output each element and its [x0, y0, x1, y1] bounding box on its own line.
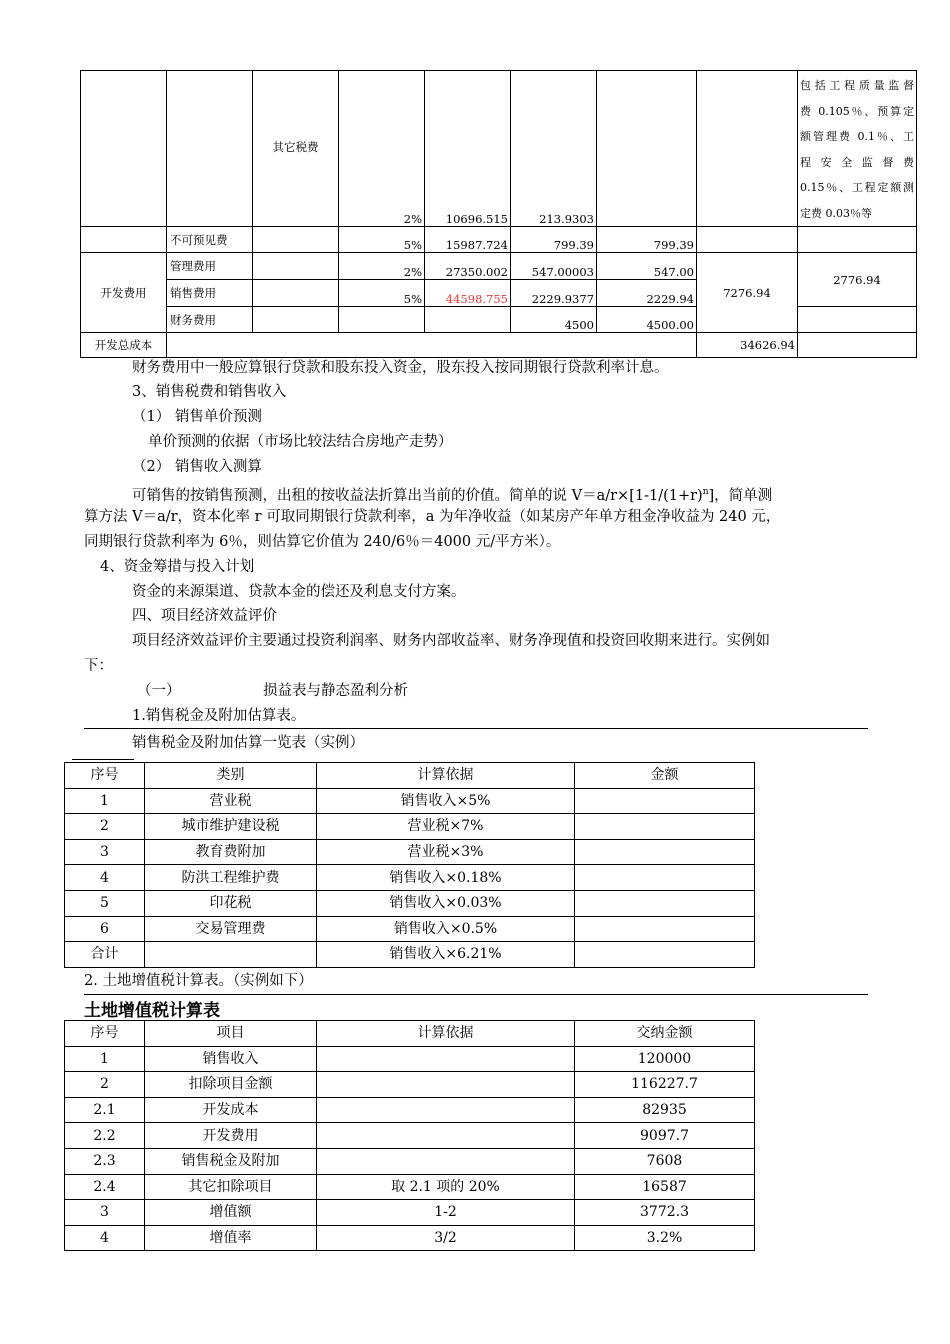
cell: 3.2% — [575, 1225, 755, 1251]
cell: 1-2 — [317, 1200, 575, 1226]
cell: 营业税×7% — [317, 814, 575, 840]
header-cell: 计算依据 — [317, 1021, 575, 1047]
empty-cell — [81, 71, 167, 227]
header-cell: 计算依据 — [317, 763, 575, 789]
cell: 其它扣除项目 — [145, 1174, 317, 1200]
cell: 6 — [65, 916, 145, 942]
eval-paragraph-line1: 项目经济效益评价主要通过投资利润率、财务内部收益率、财务净现值和投资回收期来进行。实例如 — [132, 633, 770, 649]
cell: 销售收入×0.5% — [317, 916, 575, 942]
cell — [575, 916, 755, 942]
revenue-paragraph-line1: 可销售的按销售预测，出租的按收益法折算出当前的价值。简单的说 $V=a/r\times[1-1/(1+r)^n]$，简单测 — [132, 487, 773, 504]
empty-cell — [253, 227, 339, 253]
finance-paragraph: 财务费用中一般应算银行贷款和股东投入资金，股东投入按同期银行贷款利率计息。 — [132, 360, 669, 376]
dev-expense-label: 开发费用 — [81, 253, 167, 333]
cell: 1 — [65, 788, 145, 814]
cell: 营业税×3% — [317, 839, 575, 865]
sales-tax-table — [64, 762, 755, 968]
lvat-table-title: 土地增值税计算表 — [84, 1001, 220, 1021]
short-divider — [72, 759, 134, 760]
empty-cell — [167, 333, 697, 358]
price-paragraph: 单价预测的依据（市场比较法结合房地产走势） — [148, 434, 453, 450]
cell: 5 — [65, 890, 145, 916]
cell: 116227.7 — [575, 1072, 755, 1098]
table-row — [65, 1072, 755, 1098]
empty-cell — [253, 307, 339, 333]
cell — [317, 1072, 575, 1098]
empty-cell — [253, 253, 339, 280]
fund-paragraph: 资金的来源渠道、贷款本金的偿还及利息支付方案。 — [132, 584, 466, 600]
table-row — [65, 1123, 755, 1149]
empty-cell — [697, 227, 798, 253]
sec1-number: （一） — [137, 683, 181, 699]
table-row — [65, 1046, 755, 1072]
cell: 1 — [65, 1046, 145, 1072]
management-amount: 547.00003 — [511, 253, 597, 280]
contingency-rate: 5% — [339, 227, 425, 253]
dev-expense-subtotal: 7276.94 — [697, 253, 798, 333]
table-header-row — [65, 1021, 755, 1047]
empty-cell — [798, 333, 917, 358]
header-cell: 类别 — [145, 763, 317, 789]
cell — [575, 890, 755, 916]
cell: 教育费附加 — [145, 839, 317, 865]
cell: 2.1 — [65, 1097, 145, 1123]
header-cell: 交纳金额 — [575, 1021, 755, 1047]
empty-cell — [425, 307, 511, 333]
other-tax-amount: 213.9303 — [511, 71, 597, 227]
cell: 3772.3 — [575, 1200, 755, 1226]
table-row — [65, 1174, 755, 1200]
management-label: 管理费用 — [167, 253, 253, 280]
cell: 3/2 — [317, 1225, 575, 1251]
table-row — [65, 814, 755, 840]
cell: 2.4 — [65, 1174, 145, 1200]
cell: 7608 — [575, 1148, 755, 1174]
cell: 销售收入 — [145, 1046, 317, 1072]
cell: 9097.7 — [575, 1123, 755, 1149]
section-3-2-heading: （2） 销售收入测算 — [132, 459, 262, 475]
cell: 销售收入×0.03% — [317, 890, 575, 916]
total-row — [81, 333, 917, 358]
management-rate: 2% — [339, 253, 425, 280]
header-cell: 项目 — [145, 1021, 317, 1047]
cell: 合计 — [65, 942, 145, 968]
empty-cell — [81, 227, 167, 253]
sales-rounded: 2229.94 — [597, 280, 697, 307]
item2-heading: 2. 土地增值税计算表。（实例如下） — [84, 973, 313, 989]
cell: 120000 — [575, 1046, 755, 1072]
header-cell: 序号 — [65, 763, 145, 789]
cell: 销售收入×0.18% — [317, 865, 575, 891]
cell: 扣除项目金额 — [145, 1072, 317, 1098]
cost-table — [80, 70, 917, 358]
cell — [317, 1123, 575, 1149]
divider — [84, 728, 868, 729]
table-total-row — [65, 942, 755, 968]
other-tax-base: 10696.515 — [425, 71, 511, 227]
table-row — [65, 1148, 755, 1174]
table-row — [65, 839, 755, 865]
divider — [84, 994, 868, 995]
contingency-label: 不可预见费 — [167, 227, 253, 253]
cell — [575, 814, 755, 840]
table-row — [65, 916, 755, 942]
table-header-row — [65, 763, 755, 789]
finance-label: 财务费用 — [167, 307, 253, 333]
empty-cell — [798, 227, 917, 253]
table-row — [65, 1097, 755, 1123]
cell: 4 — [65, 865, 145, 891]
section-iv-heading: 四、项目经济效益评价 — [132, 608, 277, 624]
cell — [575, 839, 755, 865]
other-tax-rate: 2% — [339, 71, 425, 227]
contingency-row — [81, 227, 917, 253]
header-cell: 序号 — [65, 1021, 145, 1047]
empty-cell — [798, 307, 917, 333]
cell: 增值率 — [145, 1225, 317, 1251]
section-3-heading: 3、销售税费和销售收入 — [132, 384, 287, 400]
table-row — [65, 890, 755, 916]
cell: 2 — [65, 1072, 145, 1098]
section-3-1-heading: （1） 销售单价预测 — [132, 409, 262, 425]
cell — [317, 1097, 575, 1123]
empty-cell — [597, 71, 697, 227]
dev-expense-remark: 2776.94 — [798, 253, 917, 307]
sec1-title: 损益表与静态盈利分析 — [263, 683, 408, 699]
revenue-paragraph-line3: 同期银行贷款利率为 6％，则估算它价值为 240/6％＝4000 元/平方米）。 — [84, 534, 561, 550]
finance-rounded: 4500.00 — [597, 307, 697, 333]
sales-base: 44598.755 — [425, 280, 511, 307]
cell: 营业税 — [145, 788, 317, 814]
cell: 开发费用 — [145, 1123, 317, 1149]
cell: 16587 — [575, 1174, 755, 1200]
empty-cell — [339, 307, 425, 333]
cell: 销售收入×5% — [317, 788, 575, 814]
cell — [575, 865, 755, 891]
cell — [575, 942, 755, 968]
contingency-base: 15987.724 — [425, 227, 511, 253]
other-tax-note: 包括工程质量监督 费 0.105％、预算定 额管理费 0.1％、工 程 安 全 监 督 费 0.15％、工程定额测 定费 0.03％等 — [798, 71, 917, 227]
cell: 4 — [65, 1225, 145, 1251]
empty-cell — [697, 71, 798, 227]
cell: 城市维护建设税 — [145, 814, 317, 840]
total-label: 开发总成本 — [81, 333, 167, 358]
cell: 开发成本 — [145, 1097, 317, 1123]
tax-table-caption: 销售税金及附加估算一览表（实例） — [132, 735, 364, 751]
empty-cell — [253, 280, 339, 307]
cell: 82935 — [575, 1097, 755, 1123]
other-tax-label: 其它税费 — [253, 71, 339, 227]
empty-cell — [167, 71, 253, 227]
cell: 交易管理费 — [145, 916, 317, 942]
other-tax-row — [81, 71, 917, 227]
section-4-heading: 4、资金筹措与投入计划 — [100, 559, 255, 575]
item1-heading: 1.销售税金及附加估算表。 — [132, 708, 306, 724]
cell — [145, 942, 317, 968]
management-row — [81, 253, 917, 280]
cell: 印花税 — [145, 890, 317, 916]
cell — [317, 1046, 575, 1072]
header-cell: 金额 — [575, 763, 755, 789]
land-vat-table — [64, 1020, 755, 1251]
cell — [575, 788, 755, 814]
table-row — [65, 788, 755, 814]
sales-label: 销售费用 — [167, 280, 253, 307]
cell: 增值额 — [145, 1200, 317, 1226]
sales-rate: 5% — [339, 280, 425, 307]
cell: 2 — [65, 814, 145, 840]
table-row — [65, 1200, 755, 1226]
sales-amount: 2229.9377 — [511, 280, 597, 307]
table-row — [65, 865, 755, 891]
cell: 销售收入×6.21% — [317, 942, 575, 968]
cell: 2.2 — [65, 1123, 145, 1149]
cell: 销售税金及附加 — [145, 1148, 317, 1174]
revenue-paragraph-line2: 算方法 V＝a/r，资本化率 r 可取同期银行贷款利率，a 为年净收益（如某房产年单方租金净收益为 240 元， — [84, 509, 781, 525]
cell: 3 — [65, 839, 145, 865]
management-base: 27350.002 — [425, 253, 511, 280]
cell: 2.3 — [65, 1148, 145, 1174]
table-row — [65, 1225, 755, 1251]
eval-paragraph-line2: 下： — [84, 658, 113, 674]
management-rounded: 547.00 — [597, 253, 697, 280]
cell — [317, 1148, 575, 1174]
cell: 防洪工程维护费 — [145, 865, 317, 891]
cell: 3 — [65, 1200, 145, 1226]
cell: 取 2.1 项的 20% — [317, 1174, 575, 1200]
contingency-rounded: 799.39 — [597, 227, 697, 253]
contingency-amount: 799.39 — [511, 227, 597, 253]
total-value: 34626.94 — [697, 333, 798, 358]
finance-amount: 4500 — [511, 307, 597, 333]
